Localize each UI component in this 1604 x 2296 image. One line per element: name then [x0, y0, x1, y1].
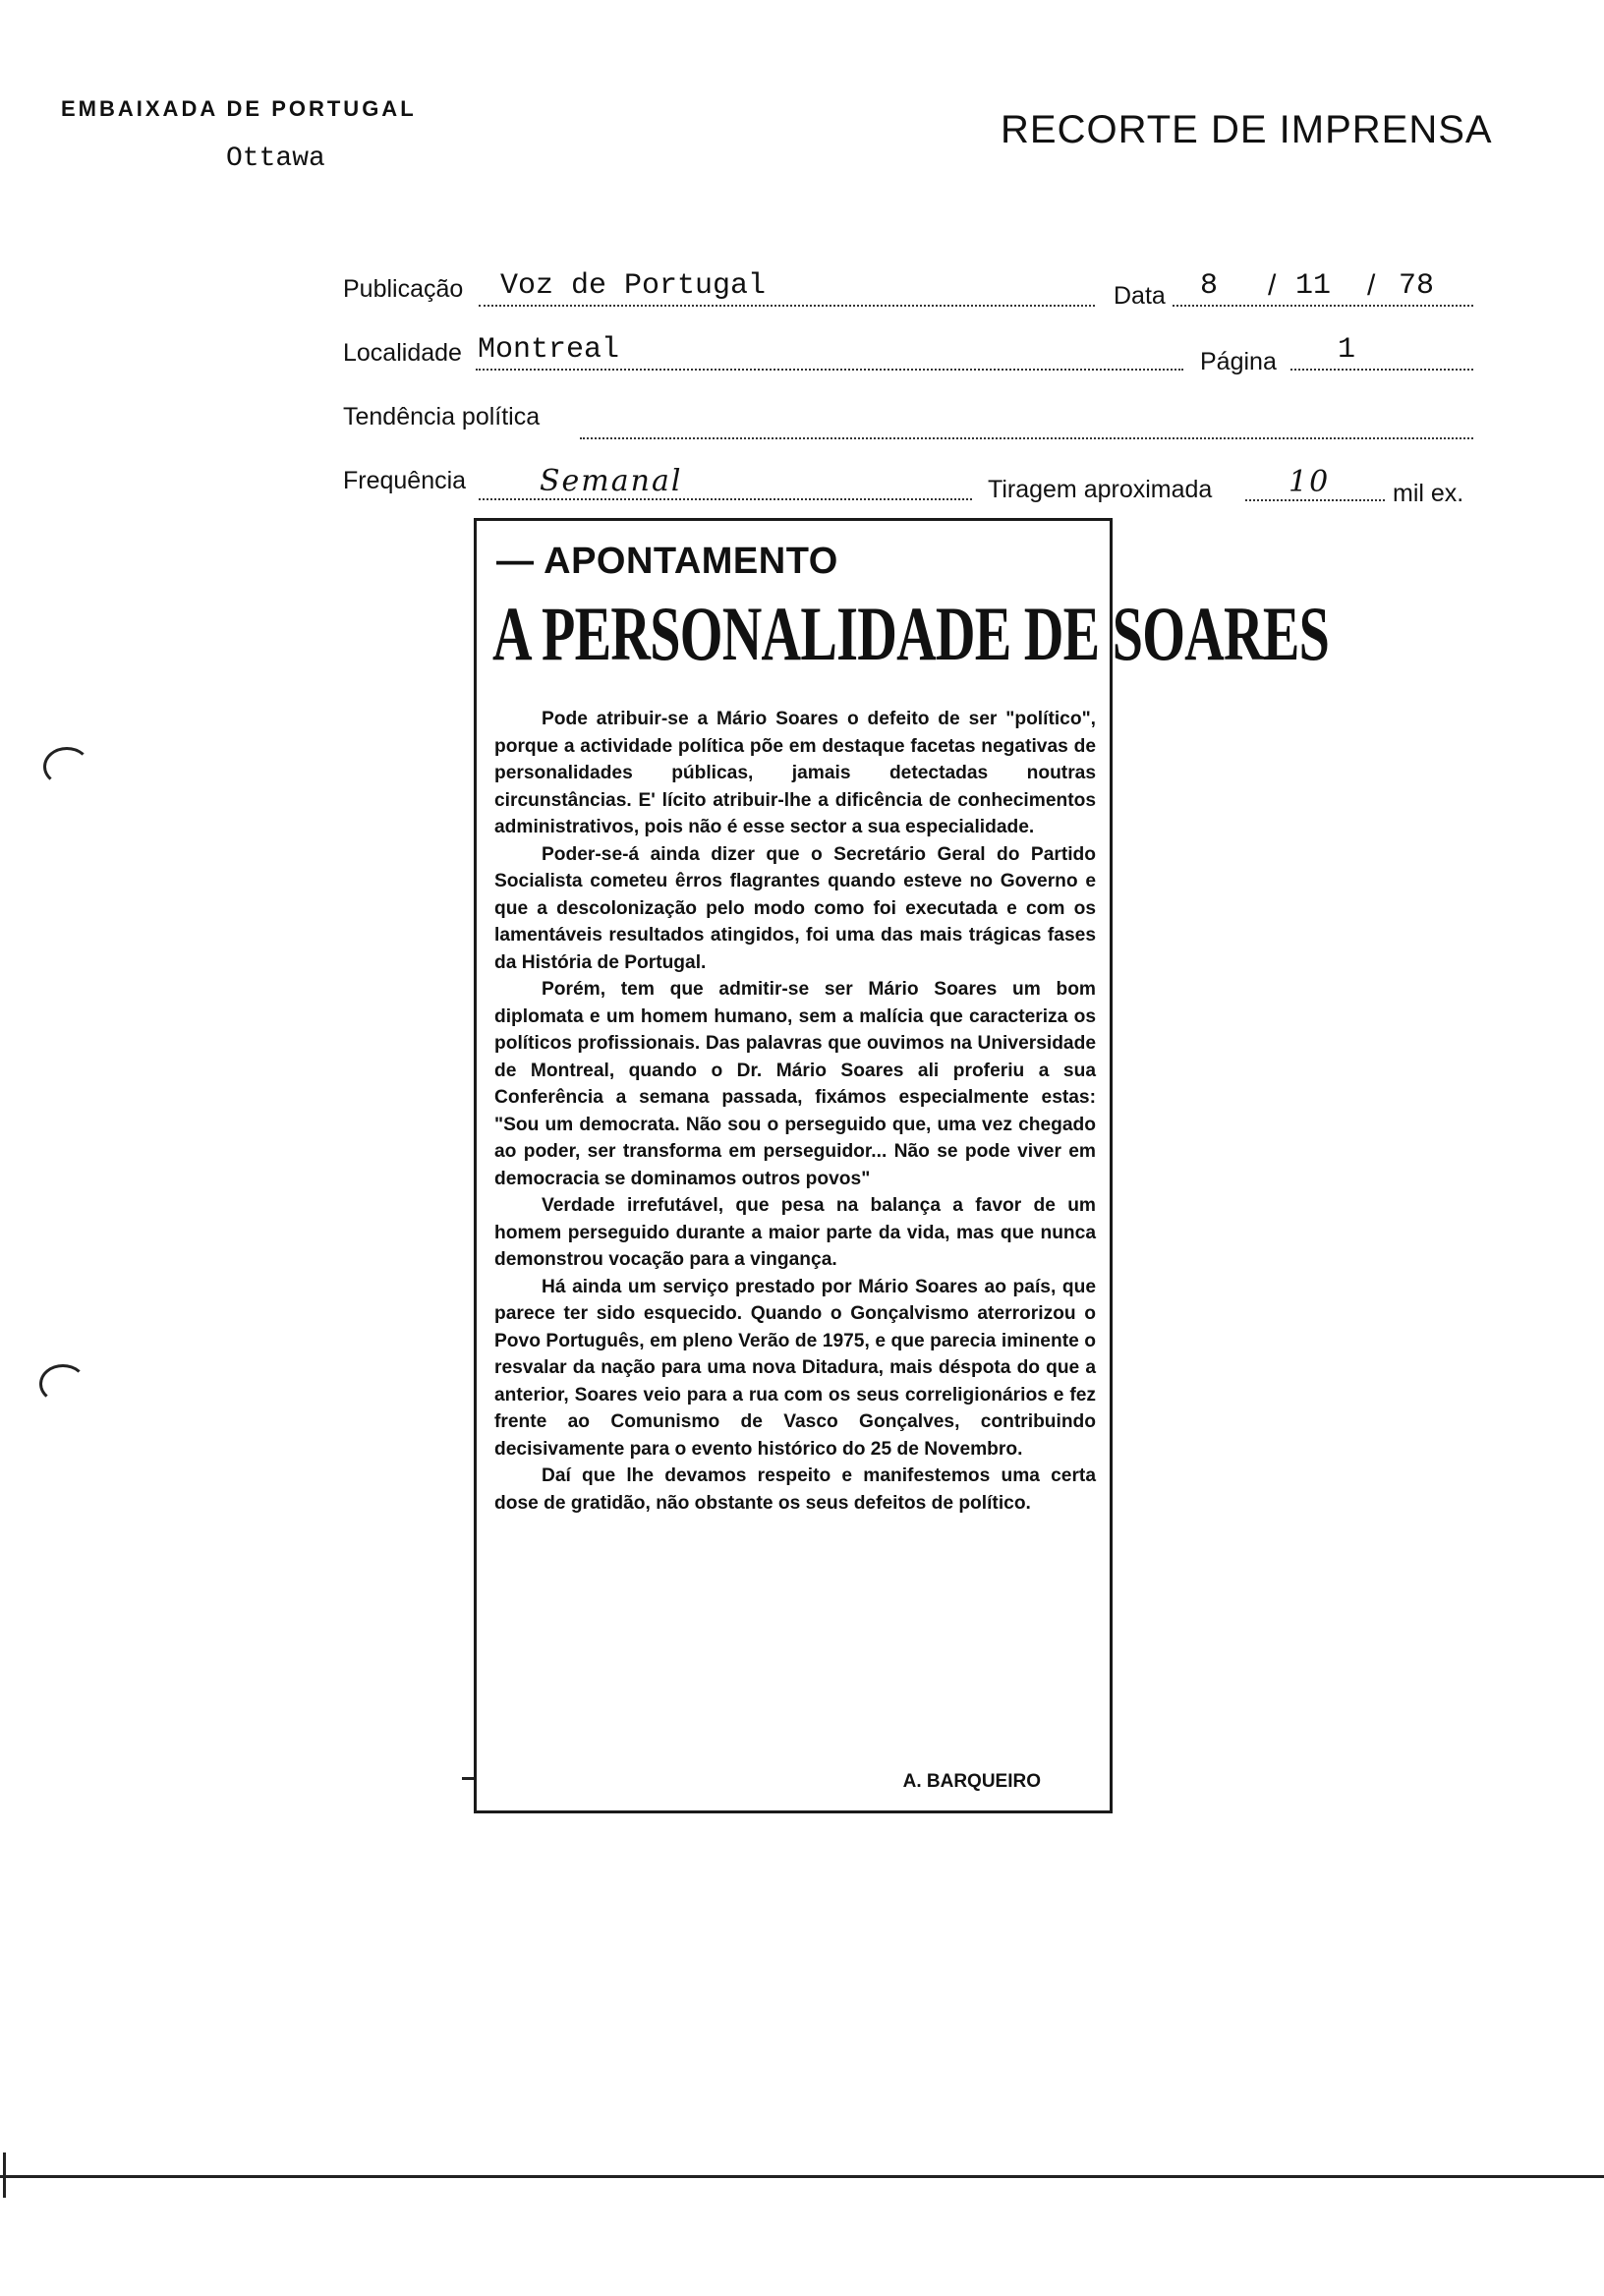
- tiragem-unit: mil ex.: [1393, 480, 1464, 507]
- tiragem-label: Tiragem aproximada: [988, 476, 1213, 503]
- embassy-name: EMBAIXADA DE PORTUGAL: [61, 96, 417, 121]
- article-paragraph: Pode atribuir-se a Mário Soares o defeito de ser "político", porque a actividade política põe em destaque facetas negativas de personalidades públicas, jamais detectadas noutras circunstâncias. E' lícito atribuir-lhe a dificência de conhecimentos administrativos, pois não é esse sector a sua especialidade.: [494, 709, 1096, 837]
- data-day: 8: [1200, 269, 1219, 303]
- data-label: Data: [1114, 282, 1166, 310]
- publicacao-value: Voz de Portugal: [500, 269, 767, 303]
- localidade-value: Montreal: [478, 333, 620, 367]
- article-author: A. BARQUEIRO: [902, 1771, 1041, 1792]
- punch-hole-mark: [43, 747, 90, 786]
- newspaper-clipping: [474, 518, 1330, 1813]
- pagina-value: 1: [1338, 333, 1356, 367]
- clipping-edge-mark: [462, 1777, 474, 1780]
- scan-edge-mark: [3, 2152, 6, 2198]
- data-month: 11: [1295, 269, 1332, 303]
- data-separator-2: /: [1367, 269, 1376, 302]
- article-kicker: — APONTAMENTO: [496, 541, 838, 582]
- document-title: RECORTE DE IMPRENSA: [1001, 108, 1493, 151]
- tiragem-field: [1245, 465, 1385, 501]
- article-paragraph: Verdade irrefutável, que pesa na balança a favor de um homem perseguido durante a maior parte da vida, mas que nunca demonstrou vocação para a vingança.: [494, 1195, 1096, 1270]
- article-paragraph: Poder-se-á ainda dizer que o Secretário Geral do Partido Socialista cometeu êrros flagrantes quando esteve no Governo e que a descolonização pelo modo como foi executada e com os lamentáveis resultados atingidos, foi uma das mais trágicas fases da História de Portugal.: [494, 843, 1096, 973]
- localidade-label: Localidade: [343, 339, 462, 367]
- data-year: 78: [1399, 269, 1435, 303]
- frequencia-field: [479, 464, 972, 500]
- article-paragraph: Há ainda um serviço prestado por Mário Soares ao país, que parece ter sido esquecido. Quando o Gonçalvismo aterrorizou o Povo Português, em pleno Verão de 1975, e que parecia iminente o resvalar da nação para uma nova Ditadura, mais déspota do que a anterior, Soares veio para a rua com os seus correligionários e fez frente ao Comunismo de Vasco Gonçalves, contribuindo decisivamente para o evento histórico do 25 de Novembro.: [494, 1276, 1096, 1460]
- data-separator-1: /: [1268, 269, 1277, 302]
- tendencia-label: Tendência política: [343, 403, 541, 430]
- frequencia-value: Semanal: [540, 464, 683, 498]
- article-body: [494, 706, 1096, 1517]
- data-field: [1173, 269, 1473, 307]
- article-paragraph: Porém, tem que admitir-se ser Mário Soares um bom diplomata e um homem humano, sem a malícia que caracteriza os políticos profissionais. Das palavras que ouvimos na Universidade de Montreal, quando o Dr. Mário Soares ali proferiu a sua Conferência a semana passada, fixámos especialmente estas: "Sou um democrata. Não sou o perseguido que, uma vez chegado ao poder, ser transforma em perseguidor... Não se pode viver em democracia se dominamos outros povos": [494, 979, 1096, 1189]
- publicacao-field: [479, 269, 1095, 307]
- tendencia-field: [580, 408, 1473, 439]
- tiragem-value: 10: [1289, 465, 1331, 499]
- page-bottom-rule: [0, 2175, 1604, 2178]
- punch-hole-mark: [39, 1364, 86, 1404]
- article-headline: A PERSONALIDADE DE SOARES: [492, 591, 1330, 676]
- pagina-field: [1290, 333, 1473, 371]
- frequencia-label: Frequência: [343, 467, 467, 494]
- localidade-field: [476, 333, 1183, 371]
- embassy-city: Ottawa: [226, 144, 325, 174]
- article-paragraph: Daí que lhe devamos respeito e manifestemos uma certa dose de gratidão, não obstante os seus defeitos de político.: [494, 1465, 1096, 1514]
- publicacao-label: Publicação: [343, 275, 464, 303]
- pagina-label: Página: [1200, 348, 1277, 375]
